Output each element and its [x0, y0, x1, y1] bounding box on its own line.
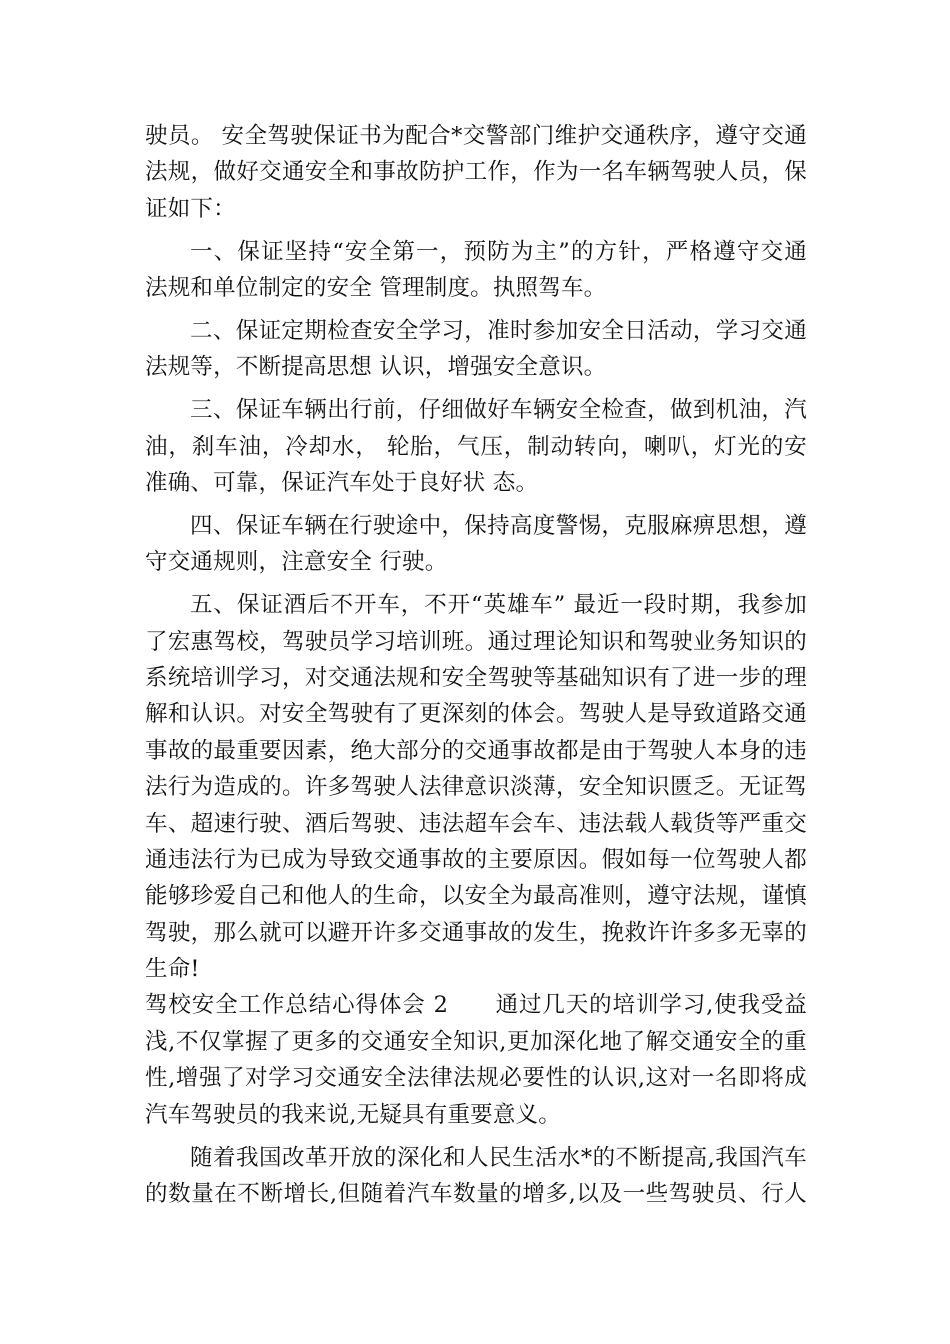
- text-line: 生命!: [145, 956, 200, 983]
- text-line: 法规，做好交通安全和事故防护工作，作为一名车辆驾驶人员，保: [145, 159, 807, 186]
- text-line: 了宏惠驾校，驾驶员学习培训班。通过理论知识和驾驶业务知识的: [145, 628, 807, 655]
- text-line: 证如下：: [145, 195, 236, 222]
- text-line: 性,增强了对学习交通安全法律法规必要性的认识,这对一名即将成: [145, 1065, 807, 1092]
- text-line: 汽车驾驶员的我来说,无疑具有重要意义。: [145, 1101, 561, 1128]
- text-line: 守交通规则，注意安全 行驶。: [145, 549, 448, 576]
- text-line: 一、保证坚持“安全第一，预防为主”的方针，严格遵守交通: [190, 238, 807, 265]
- text-line: 五、保证酒后不开车，不开“英雄车” 最近一段时期，我参加: [190, 592, 807, 619]
- text-line: 能够珍爱自己和他人的生命，以安全为最高准则，遵守法规，谨慎: [145, 883, 807, 910]
- text-line: 的数量在不断增长,但随着汽车数量的增多,以及一些驾驶员、行人: [145, 1180, 807, 1207]
- text-line: 驶员。 安全驾驶保证书为配合*交警部门维护交通秩序，遵守交通: [145, 123, 807, 149]
- text-line: 驾校安全工作总结心得体会 2 通过几天的培训学习,使我受益: [145, 992, 807, 1019]
- text-line: 事故的最重要因素，绝大部分的交通事故都是由于驾驶人本身的违: [145, 737, 807, 764]
- text-line: 驾驶，那么就可以避开许多交通事故的发生，挽救许许多多无辜的: [145, 919, 807, 946]
- text-line: 解和认识。对安全驾驶有了更深刻的体会。驾驶人是导致道路交通: [145, 701, 807, 728]
- text-line: 法行为造成的。许多驾驶人法律意识淡薄，安全知识匮乏。无证驾: [145, 774, 807, 801]
- text-line: 随着我国改革开放的深化和人民生活水*的不断提高,我国汽车: [190, 1144, 807, 1171]
- text-line: 系统培训学习，对交通法规和安全驾驶等基础知识有了进一步的理: [145, 664, 807, 691]
- text-line: 油，刹车油，冷却水， 轮胎，气压，制动转向，喇叭，灯光的安: [145, 433, 807, 460]
- text-line: 车、超速行驶、酒后驾驶、违法超车会车、违法载人载货等严重交: [145, 810, 807, 837]
- text-line: 法规等，不断提高思想 认识，增强安全意识。: [145, 354, 607, 381]
- text-line: 通违法行为已成为导致交通事故的主要原因。假如每一位驾驶人都: [145, 846, 807, 873]
- text-line: 三、保证车辆出行前，仔细做好车辆安全检查，做到机油，汽: [190, 397, 807, 424]
- text-line: 准确、可靠，保证汽车处于良好状 态。: [145, 470, 539, 497]
- text-line: 二、保证定期检查安全学习，准时参加安全日活动，学习交通: [190, 317, 807, 344]
- text-line: 法规和单位制定的安全 管理制度。执照驾车。: [145, 275, 607, 302]
- document-body: [145, 118, 807, 1212]
- text-line: 四、保证车辆在行驶途中，保持高度警惕，克服麻痹思想，遵: [190, 512, 807, 539]
- text-line: 浅,不仅掌握了更多的交通安全知识,更加深化地了解交通安全的重: [145, 1028, 807, 1055]
